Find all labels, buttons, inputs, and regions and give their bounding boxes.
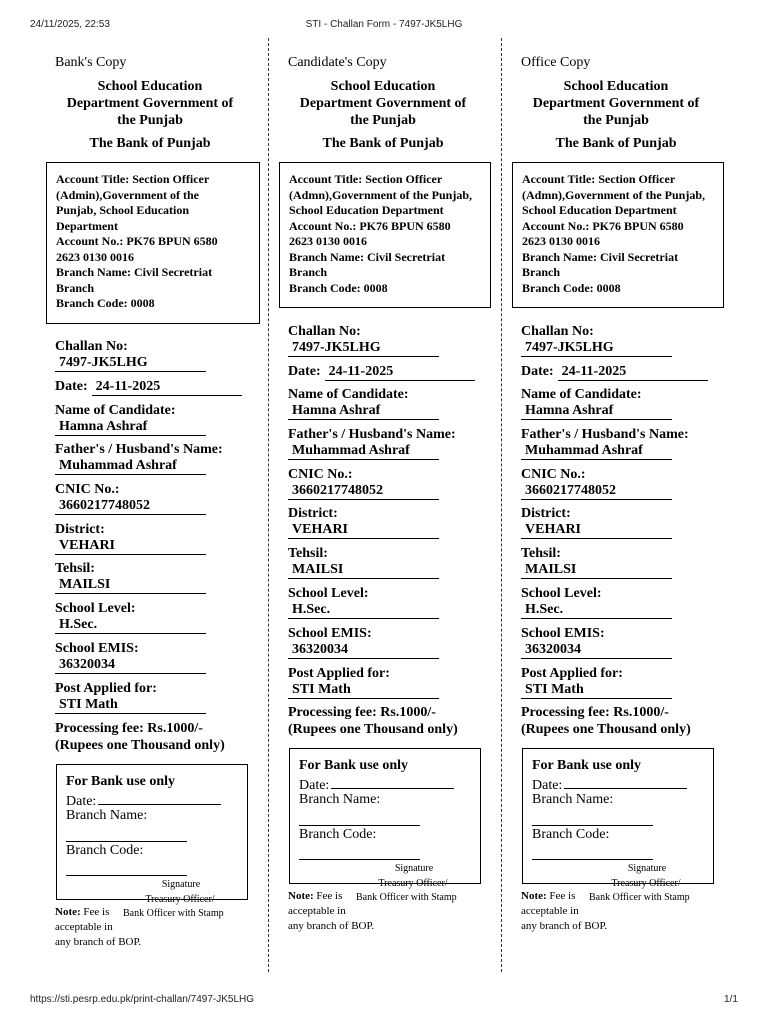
tehsil-value: MAILSI — [288, 562, 439, 579]
processing-fee: Processing fee: Rs.1000/- (Rupees one Thousand only) — [521, 705, 691, 737]
school-level-field: School Level: H.Sec. — [288, 585, 488, 619]
candidate-name-field: Name of Candidate: Hamna Ashraf — [288, 386, 488, 420]
department-name: School Education Department Government of the Punjab — [299, 79, 467, 128]
print-url: https://sti.pesrp.edu.pk/print-challan/7497-JK5LHG — [30, 994, 255, 1005]
challan-value: 7497-JK5LHG — [521, 340, 672, 357]
copy-separator — [501, 38, 502, 972]
father-name-field: Father's / Husband's Name: Muhammad Ashraf — [55, 442, 223, 473]
bank-branch-name-label: Branch Name: — [532, 792, 614, 807]
cnic-field: CNIC No.: 3660217748052 — [288, 466, 488, 500]
copy-label: Bank's Copy — [55, 55, 127, 70]
father-name-field: Father's / Husband's Name: Muhammad Ashraf — [288, 427, 456, 458]
district-field: District: VEHARI — [521, 505, 721, 539]
date-field: Date: 24-11-2025 — [521, 362, 721, 381]
account-details-box: Account Title: Section Officer (Admn),Government of the Punjab, School Education Department Account No.: PK76 BPUN 6580 2623 0130 0016 Branch Name: Civil Secretriat Branch Branch Code: 0008 — [512, 162, 724, 308]
date-value: 24-11-2025 — [325, 364, 475, 381]
branch-code-line — [66, 875, 187, 876]
treasury-officer-label: Treasury Officer/ — [378, 878, 448, 889]
bank-use-box — [56, 764, 248, 905]
branch-code-line — [532, 859, 653, 860]
bank-branch-code-label: Branch Code: — [66, 843, 144, 858]
bank-use-box — [522, 748, 714, 889]
treasury-officer-label: Treasury Officer/ — [145, 894, 215, 905]
print-page-count: 1/1 — [724, 994, 738, 1005]
tehsil-field: Tehsil: MAILSI — [288, 545, 488, 579]
account-details-box: Account Title: Section Officer (Admn),Government of the Punjab, School Education Department Account No.: PK76 BPUN 6580 2623 0130 0016 Branch Name: Civil Secretriat Branch Branch Code: 0008 — [279, 162, 491, 308]
branch-name-line — [532, 825, 653, 826]
cnic-value: 3660217748052 — [55, 498, 206, 515]
tehsil-value: MAILSI — [521, 562, 672, 579]
bank-date-field: Date: — [66, 791, 221, 810]
school-level-value: H.Sec. — [288, 602, 439, 619]
bank-officer-label: Bank Officer with Stamp — [356, 892, 457, 903]
copy-separator — [268, 38, 269, 972]
bank-use-box — [289, 748, 481, 889]
department-name: School Education Department Government of the Punjab — [66, 79, 234, 128]
bank-officer-label: Bank Officer with Stamp — [123, 908, 224, 919]
bank-name: The Bank of Punjab — [89, 136, 211, 151]
post-value: STI Math — [55, 697, 206, 714]
bank-use-title: For Bank use only — [299, 758, 409, 773]
bank-use-title: For Bank use only — [66, 774, 176, 789]
bank-name: The Bank of Punjab — [555, 136, 677, 151]
copy-label: Candidate's Copy — [288, 55, 387, 70]
post-field: Post Applied for: STI Math — [521, 665, 721, 699]
note: Note: Fee is — [288, 890, 343, 902]
print-datetime: 24/11/2025, 22:53 — [30, 19, 110, 30]
bank-branch-name-label: Branch Name: — [299, 792, 381, 807]
date-field: Date: 24-11-2025 — [55, 377, 255, 396]
candidate-name-value: Hamna Ashraf — [521, 403, 672, 420]
copy-label: Office Copy — [521, 55, 591, 70]
challan-value: 7497-JK5LHG — [288, 340, 439, 357]
note-line-2: acceptable in — [55, 921, 113, 933]
branch-name-line — [66, 841, 187, 842]
candidate-name-field: Name of Candidate: Hamna Ashraf — [55, 402, 255, 436]
school-emis-field: School EMIS: 36320034 — [288, 625, 488, 659]
note: Note: Fee is — [521, 890, 576, 902]
father-name-field: Father's / Husband's Name: Muhammad Ashraf — [521, 427, 689, 458]
processing-fee: Processing fee: Rs.1000/- (Rupees one Thousand only) — [55, 721, 225, 753]
cnic-field: CNIC No.: 3660217748052 — [55, 481, 255, 515]
school-emis-value: 36320034 — [521, 642, 672, 659]
bank-date-field: Date: — [299, 775, 454, 794]
processing-fee: Processing fee: Rs.1000/- (Rupees one Thousand only) — [288, 705, 458, 737]
candidate-name-value: Hamna Ashraf — [288, 403, 439, 420]
school-emis-value: 36320034 — [288, 642, 439, 659]
note-line-3: any branch of BOP. — [288, 920, 375, 932]
bank-date-field: Date: — [532, 775, 687, 794]
post-value: STI Math — [521, 682, 672, 699]
bank-use-title: For Bank use only — [532, 758, 642, 773]
cnic-value: 3660217748052 — [521, 483, 672, 500]
district-field: District: VEHARI — [55, 521, 255, 555]
cnic-field: CNIC No.: 3660217748052 — [521, 466, 721, 500]
branch-name-line — [299, 825, 420, 826]
note-line-2: acceptable in — [288, 905, 346, 917]
school-level-field: School Level: H.Sec. — [521, 585, 721, 619]
father-name-value: Muhammad Ashraf — [288, 443, 439, 460]
challan-value: 7497-JK5LHG — [55, 355, 206, 372]
signature-label: Signature — [627, 863, 667, 874]
signature-label: Signature — [161, 879, 201, 890]
bank-branch-name-label: Branch Name: — [66, 808, 148, 823]
post-field: Post Applied for: STI Math — [288, 665, 488, 699]
print-page-title: STI - Challan Form - 7497-JK5LHG — [305, 19, 463, 30]
bank-officer-label: Bank Officer with Stamp — [589, 892, 690, 903]
date-field: Date: 24-11-2025 — [288, 362, 488, 381]
note-line-2: acceptable in — [521, 905, 579, 917]
school-level-value: H.Sec. — [55, 617, 206, 634]
challan-field: Challan No: 7497-JK5LHG — [521, 323, 721, 357]
tehsil-value: MAILSI — [55, 577, 206, 594]
challan-field: Challan No: 7497-JK5LHG — [288, 323, 488, 357]
district-value: VEHARI — [288, 522, 439, 539]
treasury-officer-label: Treasury Officer/ — [611, 878, 681, 889]
district-value: VEHARI — [55, 538, 206, 555]
note-line-3: any branch of BOP. — [521, 920, 608, 932]
date-value: 24-11-2025 — [92, 379, 242, 396]
father-name-value: Muhammad Ashraf — [55, 458, 206, 475]
challan-field: Challan No: 7497-JK5LHG — [55, 338, 255, 372]
school-emis-field: School EMIS: 36320034 — [521, 625, 721, 659]
note: Note: Fee is — [55, 906, 110, 918]
tehsil-field: Tehsil: MAILSI — [55, 560, 255, 594]
cnic-value: 3660217748052 — [288, 483, 439, 500]
school-emis-field: School EMIS: 36320034 — [55, 640, 255, 674]
father-name-value: Muhammad Ashraf — [521, 443, 672, 460]
bank-branch-code-label: Branch Code: — [299, 827, 377, 842]
school-level-value: H.Sec. — [521, 602, 672, 619]
candidate-name-value: Hamna Ashraf — [55, 419, 206, 436]
date-value: 24-11-2025 — [558, 364, 708, 381]
school-emis-value: 36320034 — [55, 657, 206, 674]
post-value: STI Math — [288, 682, 439, 699]
account-details-box: Account Title: Section Officer (Admin),Government of the Punjab, School Education Department Account No.: PK76 BPUN 6580 2623 0130 0016 Branch Name: Civil Secretriat Branch Branch Code: 0008 — [46, 162, 260, 324]
department-name: School Education Department Government of the Punjab — [532, 79, 700, 128]
district-value: VEHARI — [521, 522, 672, 539]
school-level-field: School Level: H.Sec. — [55, 600, 255, 634]
branch-code-line — [299, 859, 420, 860]
tehsil-field: Tehsil: MAILSI — [521, 545, 721, 579]
bank-branch-code-label: Branch Code: — [532, 827, 610, 842]
district-field: District: VEHARI — [288, 505, 488, 539]
signature-label: Signature — [394, 863, 434, 874]
post-field: Post Applied for: STI Math — [55, 680, 255, 714]
candidate-name-field: Name of Candidate: Hamna Ashraf — [521, 386, 721, 420]
note-line-3: any branch of BOP. — [55, 936, 142, 948]
bank-name: The Bank of Punjab — [322, 136, 444, 151]
